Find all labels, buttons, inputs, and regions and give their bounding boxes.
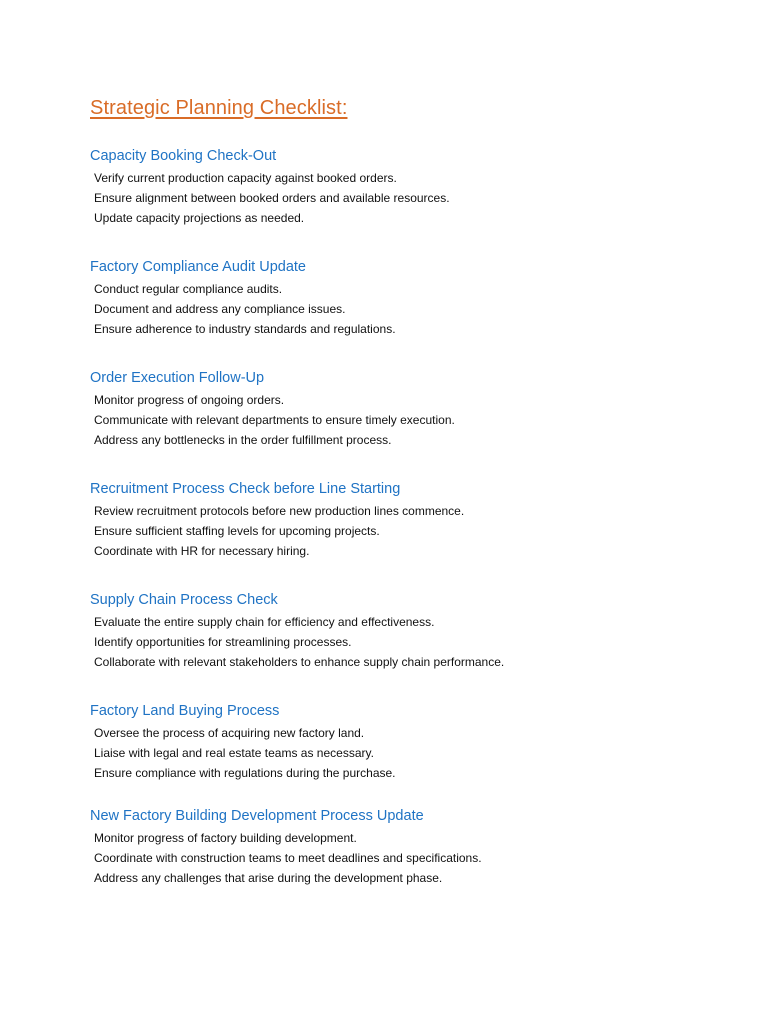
checklist-items xyxy=(94,612,730,672)
checklist-item: Ensure compliance with regulations during the purchase. xyxy=(94,766,396,780)
section-heading: Supply Chain Process Check xyxy=(90,592,278,608)
checklist-items xyxy=(94,828,730,888)
checklist-item: Ensure adherence to industry standards and regulations. xyxy=(94,322,396,336)
checklist-item: Address any challenges that arise during the development phase. xyxy=(94,871,443,885)
checklist-item: Address any bottlenecks in the order fulfillment process. xyxy=(94,433,392,447)
checklist-item: Document and address any compliance issues. xyxy=(94,302,346,316)
checklist-items xyxy=(94,723,730,783)
checklist-items xyxy=(94,279,730,339)
section-heading: Recruitment Process Check before Line Starting xyxy=(90,481,401,497)
section-heading: Order Execution Follow-Up xyxy=(90,370,265,386)
section-heading: Factory Compliance Audit Update xyxy=(90,259,306,275)
checklist-item: Oversee the process of acquiring new factory land. xyxy=(94,726,365,740)
page-title: Strategic Planning Checklist: xyxy=(90,97,348,119)
checklist-item: Evaluate the entire supply chain for efficiency and effectiveness. xyxy=(94,615,435,629)
checklist-item: Monitor progress of factory building development. xyxy=(94,831,357,845)
checklist-item: Verify current production capacity against booked orders. xyxy=(94,171,397,185)
checklist-item: Ensure sufficient staffing levels for upcoming projects. xyxy=(94,524,380,538)
checklist-items xyxy=(94,390,730,450)
checklist-item: Update capacity projections as needed. xyxy=(94,211,305,225)
section-order-execution xyxy=(90,368,730,450)
section-capacity-booking xyxy=(90,146,730,228)
checklist-item: Coordinate with HR for necessary hiring. xyxy=(94,544,310,558)
checklist-item: Conduct regular compliance audits. xyxy=(94,282,283,296)
checklist-item: Ensure alignment between booked orders and available resources. xyxy=(94,191,450,205)
checklist-items xyxy=(94,501,730,561)
section-heading: Capacity Booking Check-Out xyxy=(90,148,277,164)
section-new-factory-building xyxy=(90,806,730,888)
checklist-item: Collaborate with relevant stakeholders to enhance supply chain performance. xyxy=(94,655,505,669)
section-recruitment xyxy=(90,479,730,561)
checklist-item: Liaise with legal and real estate teams as necessary. xyxy=(94,746,374,760)
checklist-item: Monitor progress of ongoing orders. xyxy=(94,393,285,407)
section-heading: New Factory Building Development Process Update xyxy=(90,808,424,824)
checklist-item: Communicate with relevant departments to ensure timely execution. xyxy=(94,413,455,427)
section-heading: Factory Land Buying Process xyxy=(90,703,280,719)
section-factory-compliance xyxy=(90,257,730,339)
section-supply-chain xyxy=(90,590,730,672)
checklist-item: Identify opportunities for streamlining processes. xyxy=(94,635,352,649)
section-factory-land xyxy=(90,701,730,783)
checklist-items xyxy=(94,168,730,228)
checklist-item: Coordinate with construction teams to meet deadlines and specifications. xyxy=(94,851,482,865)
checklist-item: Review recruitment protocols before new production lines commence. xyxy=(94,504,465,518)
